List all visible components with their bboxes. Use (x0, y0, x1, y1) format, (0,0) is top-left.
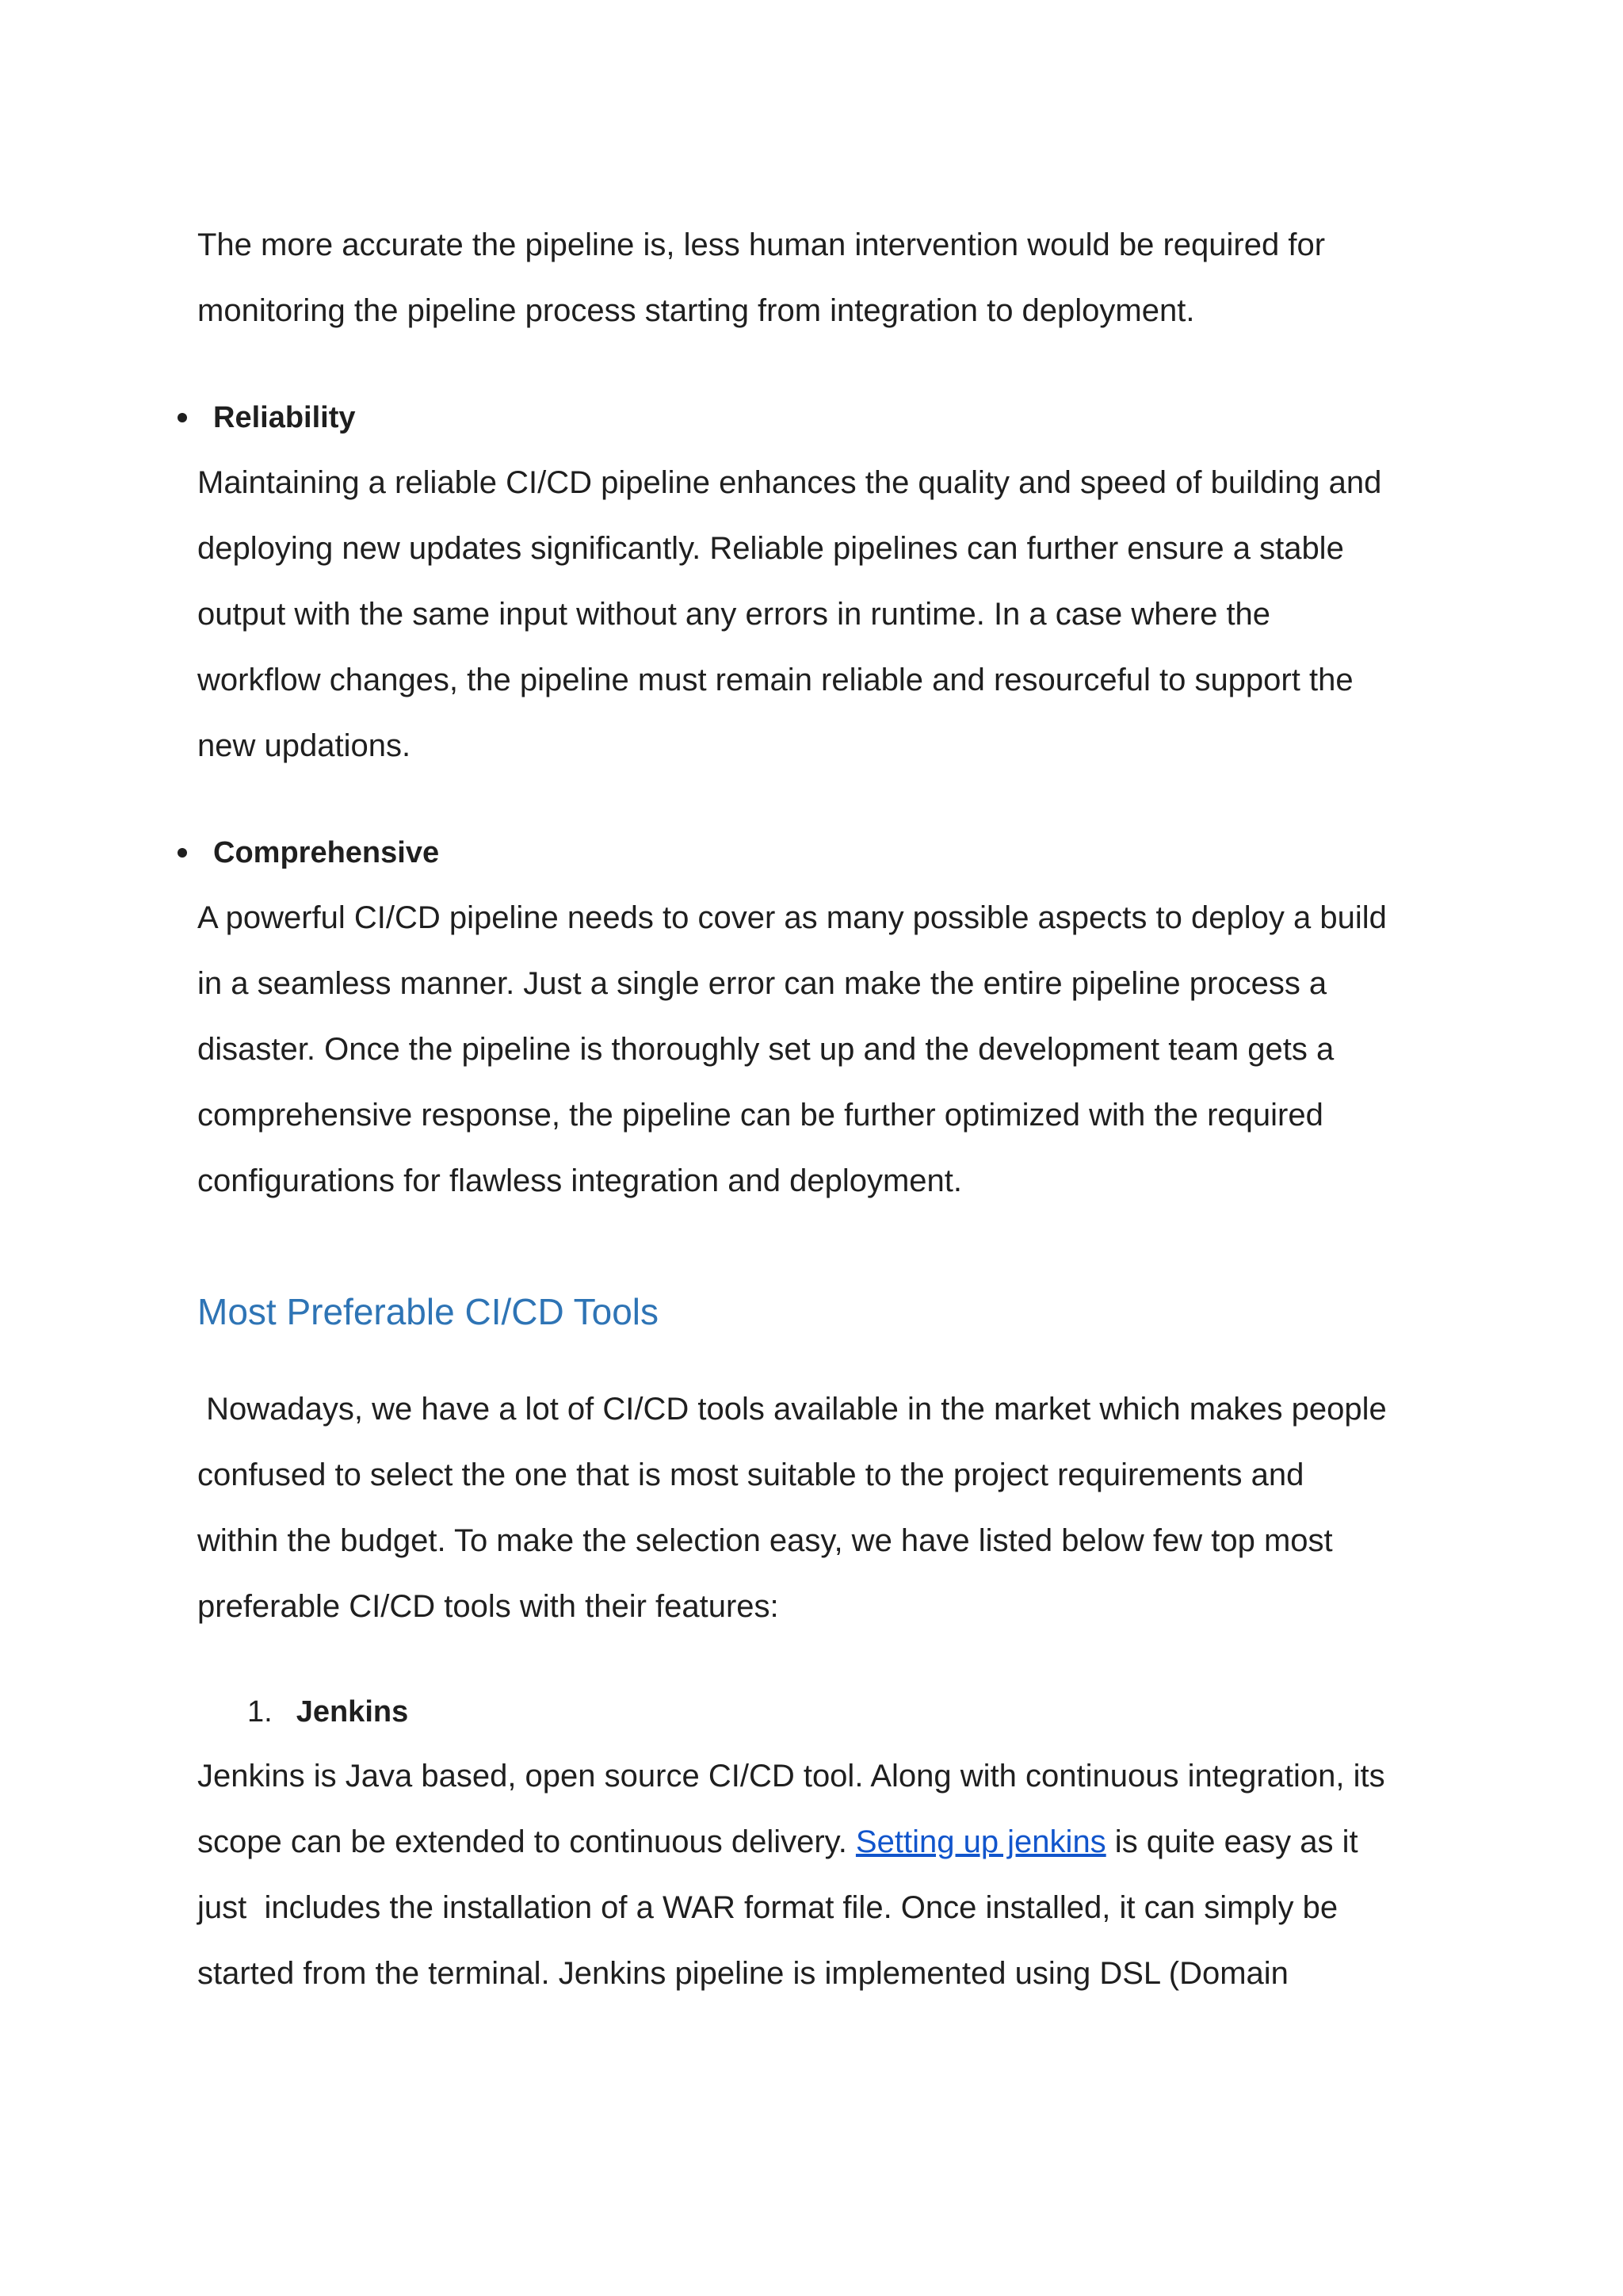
jenkins-title: Jenkins (296, 1694, 409, 1729)
jenkins-line-3: just includes the installation of a WAR format file. Once installed, it can simply be (197, 1890, 1338, 1925)
numbered-item-jenkins (247, 1688, 408, 1736)
bullet-title-comprehensive: Comprehensive (213, 835, 440, 869)
jenkins-paragraph (197, 1744, 1434, 2007)
bullet-icon (178, 413, 187, 422)
jenkins-line-2-end: is quite easy as it (1106, 1824, 1358, 1859)
bullet-icon (178, 848, 187, 858)
reliability-line-3: output with the same input without any errors in runtime. In a case where the (197, 597, 1271, 632)
comprehensive-line-2: in a seamless manner. Just a single error can make the entire pipeline process a (197, 966, 1327, 1001)
reliability-line-5: new updations. (197, 728, 411, 763)
bullet-item-comprehensive (178, 829, 439, 877)
reliability-line-2: deploying new updates significantly. Reliable pipelines can further ensure a stable (197, 531, 1344, 566)
tools-line-1: Nowadays, we have a lot of CI/CD tools available in the market which makes people (197, 1392, 1387, 1427)
comprehensive-paragraph (197, 885, 1434, 1214)
setting-up-jenkins-link[interactable]: Setting up jenkins (855, 1824, 1106, 1859)
intro-paragraph (197, 212, 1434, 344)
jenkins-line-2-start: scope can be extended to continuous delivery. (197, 1824, 856, 1859)
section-heading-tools: Most Preferable CI/CD Tools (197, 1291, 659, 1332)
bullet-title-reliability: Reliability (213, 400, 356, 434)
comprehensive-line-1: A powerful CI/CD pipeline needs to cover as many possible aspects to deploy a build (197, 900, 1387, 935)
list-number: 1. (247, 1694, 273, 1729)
tools-line-2: confused to select the one that is most suitable to the project requirements and (197, 1457, 1304, 1492)
intro-line-1: The more accurate the pipeline is, less human intervention would be required for (197, 227, 1326, 262)
comprehensive-line-5: configurations for flawless integration and deployment. (197, 1163, 962, 1198)
intro-line-2: monitoring the pipeline process starting from integration to deployment. (197, 293, 1195, 328)
reliability-paragraph (197, 450, 1434, 779)
bullet-item-reliability (178, 394, 356, 441)
comprehensive-line-3: disaster. Once the pipeline is thoroughly set up and the development team gets a (197, 1032, 1335, 1067)
reliability-line-4: workflow changes, the pipeline must remain reliable and resourceful to support the (197, 663, 1354, 697)
tools-line-4: preferable CI/CD tools with their features: (197, 1589, 779, 1624)
jenkins-line-1: Jenkins is Java based, open source CI/CD tool. Along with continuous integration, its (197, 1759, 1385, 1794)
jenkins-line-4: started from the terminal. Jenkins pipeline is implemented using DSL (Domain (197, 1956, 1289, 1991)
tools-line-3: within the budget. To make the selection easy, we have listed below few top most (197, 1523, 1333, 1558)
jenkins-line-2 (197, 1824, 1358, 1859)
tools-intro-paragraph (197, 1377, 1434, 1640)
comprehensive-line-4: comprehensive response, the pipeline can be further optimized with the required (197, 1098, 1323, 1133)
reliability-line-1: Maintaining a reliable CI/CD pipeline enhances the quality and speed of building and (197, 465, 1382, 500)
